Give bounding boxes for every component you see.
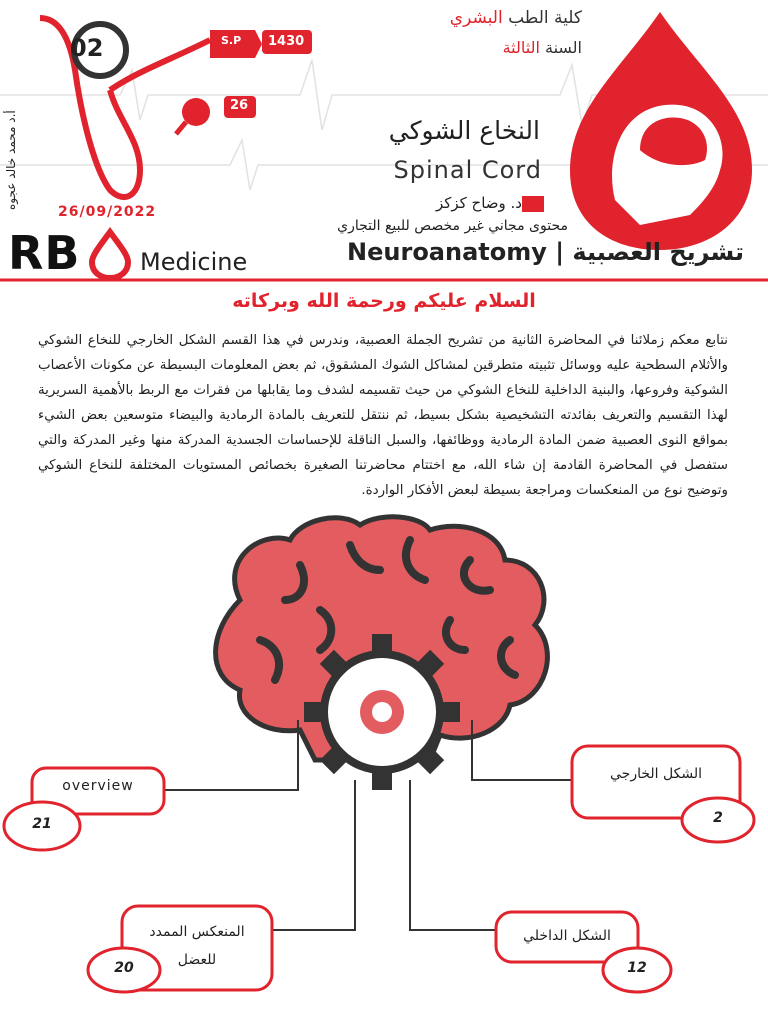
- logo-drop: [92, 232, 128, 278]
- faculty-part-b: البشري: [449, 8, 503, 28]
- free-notice: محتوى مجاني غير مخصص للبيع التجاري: [337, 218, 568, 234]
- section-overview-label: overview: [62, 778, 134, 794]
- faculty-part-a: كلية الطب: [502, 8, 582, 28]
- side-credit: أ.د محمد خالد عجوه: [4, 110, 18, 210]
- greeting: السلام عليكم ورحمة الله وبركاته: [232, 290, 536, 312]
- section-internal-label: الشكل الداخلي: [523, 928, 611, 944]
- section-overview-page: 21: [32, 816, 52, 832]
- sp-label: S.P: [221, 34, 242, 47]
- course-title: تشريح العصبية | Neuroanatomy: [347, 238, 744, 266]
- lecture-title-ar: النخاع الشوكي: [388, 116, 540, 145]
- author-name: د. وضاح كزكز: [435, 194, 522, 212]
- logo-medicine: Medicine: [140, 248, 248, 276]
- section-external-label: الشكل الخارجي: [610, 766, 702, 782]
- lecture-date: 26/09/2022: [58, 204, 157, 220]
- year-part-a: السنة: [539, 38, 582, 57]
- section-reflex-label: المنعكس الممدد للعضل: [149, 924, 245, 968]
- logo-rb: RB: [8, 226, 81, 280]
- pages-count: 26: [230, 98, 249, 113]
- author-mark: [522, 196, 544, 212]
- section-reflex-page: 20: [114, 960, 134, 976]
- section-external-page: 2: [713, 810, 723, 826]
- lecture-title-en: Spinal Cord: [393, 156, 542, 184]
- brain-illustration: [216, 517, 548, 790]
- svg-text:S: S: [748, 119, 767, 149]
- year-part-b: الثالثة: [502, 38, 540, 57]
- sp-value: 1430: [268, 34, 305, 49]
- academic-year: [503, 38, 582, 57]
- intro-paragraph: نتابع معكم زملائنا في المحاضرة الثانية من تشريح الجملة العصبية، وندرس في هذا القسم الشكل الخارجي للنخاع الشوكي والأثلام السطحية عليه ووسائل تثبيته متطرقين لمشاكل الشوك المشقوق، ثم بعض المعلومات البسيطة عن مكونات الأعصاب الشوكية وفروعها، والبنية الداخلية للنخاع الشوكي من حيث تقسيمه لشدف وما يقابلها من فقرات مع الربط بالأهمية السريرية لهذا التقسيم والتعريف بفائدته التشخيصية بشكل بسيط، ثم ننتقل للتعريف بالمادة الرمادية والبيضاء متوسعين بعض الشيء بمواقع النوى العصبية ضمن المادة الرمادية ووظائفها، والسبل الناقلة للإحساسات الجسدية المدركة منها وغير المدركة والتي ستفصل في المحاضرة القادمة إن شاء الله، مع اختتام محاضرتنا الصغيرة بخصائص المستويات المختلفة للنخاع الشوكي وتوضيح نوع من المنعكسات ومراجعة بسيطة لبعض الأفكار الواردة.: [38, 333, 728, 498]
- section-internal-page: 12: [627, 960, 647, 976]
- brain-head-logo: [570, 12, 767, 250]
- lecture-number: 02: [70, 34, 104, 62]
- faculty-name: [450, 8, 582, 28]
